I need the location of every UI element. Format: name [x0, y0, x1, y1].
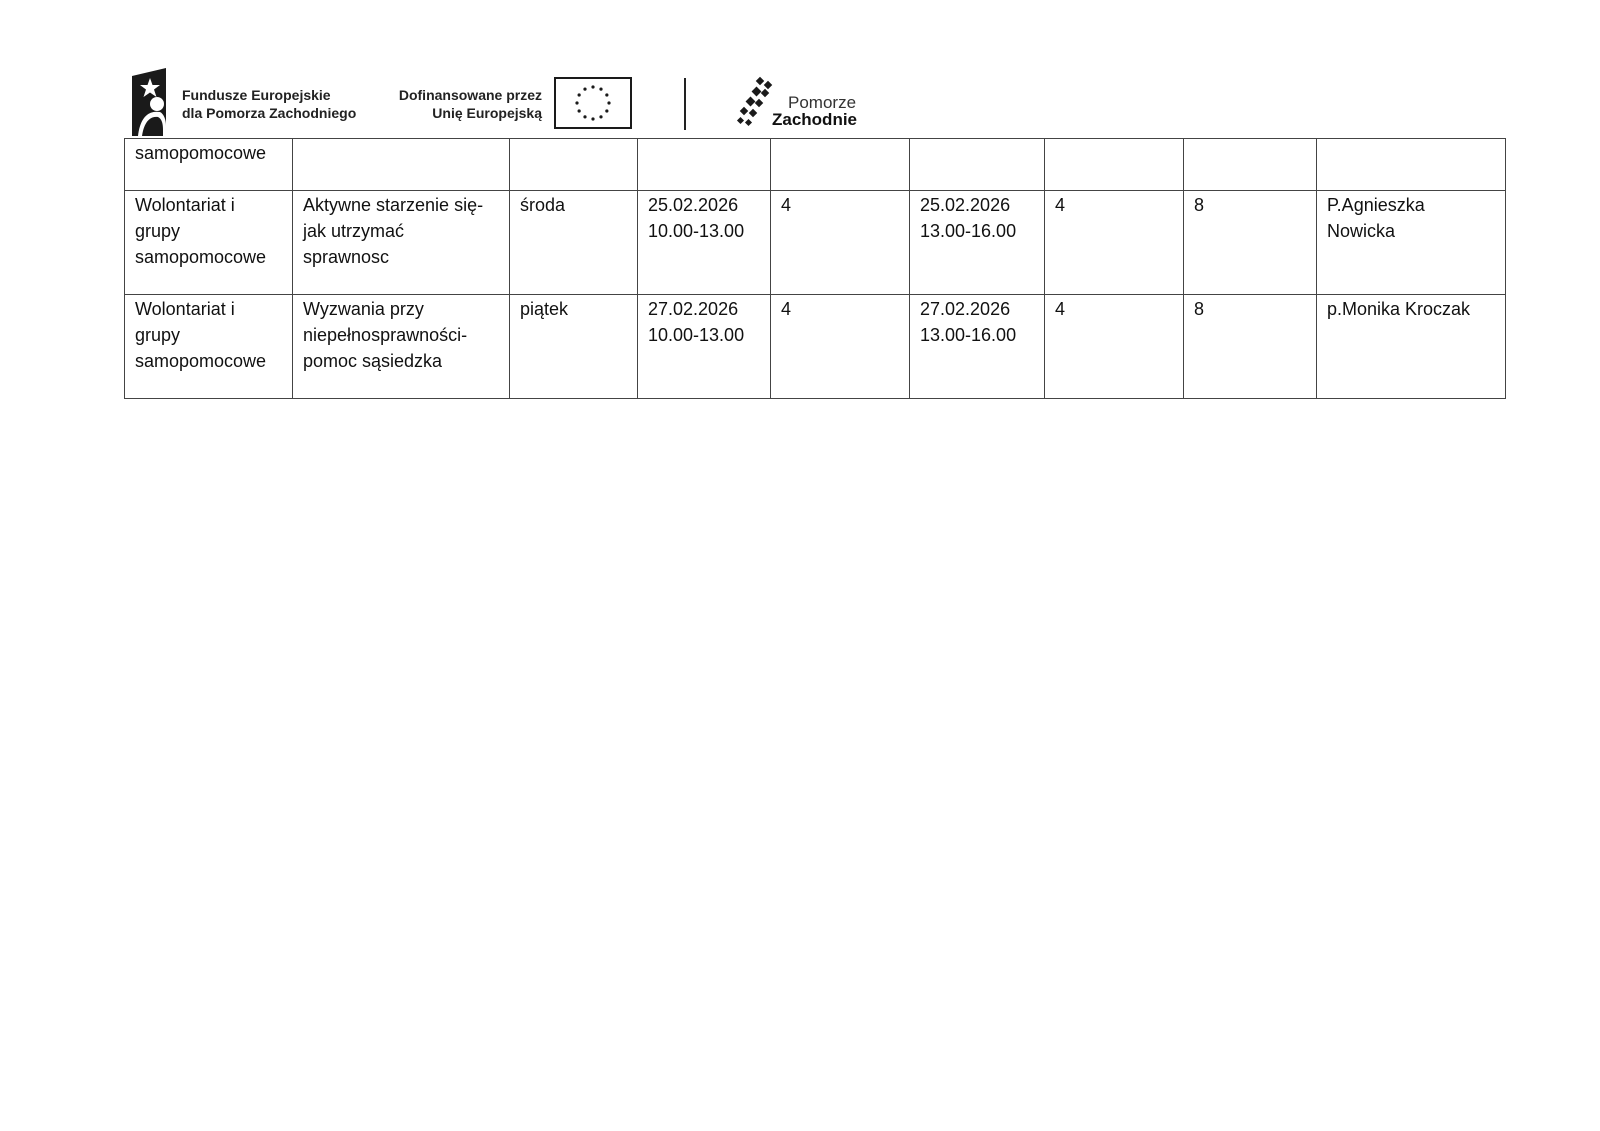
table-cell: piątek: [510, 295, 638, 399]
eu-star-icon: [583, 88, 586, 91]
table-cell: p.Monika Kroczak: [1317, 295, 1506, 399]
table-cell: [910, 139, 1045, 191]
eu-star-icon: [591, 85, 594, 88]
pomorze-zachodnie-line2: Zachodnie: [772, 110, 858, 129]
table-cell: Wolontariat i grupy samopomocowe: [125, 191, 293, 295]
document-header: [130, 64, 870, 138]
cofinanced-line2: Unię Europejską: [432, 105, 542, 121]
table-cell: Wyzwania przy niepełnosprawności- pomoc sąsiedzka: [293, 295, 510, 399]
table-cell: [293, 139, 510, 191]
cofinanced-text: [392, 86, 542, 122]
eu-star-icon: [583, 115, 586, 118]
eu-flag-icon: [554, 77, 632, 129]
table-cell: [510, 139, 638, 191]
table-cell: środa: [510, 191, 638, 295]
table-cell: P.Agnieszka Nowicka: [1317, 191, 1506, 295]
eu-star-icon: [591, 117, 594, 120]
eu-star-icon: [599, 88, 602, 91]
pomorze-zachodnie-text: [772, 94, 857, 128]
table-cell: 25.02.2026 13.00-16.00: [910, 191, 1045, 295]
schedule-table: [124, 138, 1506, 399]
table-cell: 4: [771, 191, 910, 295]
eu-star-icon: [578, 109, 581, 112]
table-cell: samopomocowe: [125, 139, 293, 191]
table-cell: [1184, 139, 1317, 191]
table-cell: [771, 139, 910, 191]
funds-star-figure-icon: [130, 68, 170, 136]
eu-star-icon: [605, 109, 608, 112]
table-cell: 8: [1184, 295, 1317, 399]
table-cell: 27.02.2026 10.00-13.00: [638, 295, 771, 399]
funds-logo-line2: dla Pomorza Zachodniego: [182, 105, 357, 121]
pomorze-zachodnie-line1: Pomorze: [788, 93, 857, 112]
table-cell: 27.02.2026 13.00-16.00: [910, 295, 1045, 399]
table-cell: 4: [1045, 295, 1184, 399]
pomorze-zachodnie-logo-icon: [735, 76, 775, 128]
eu-star-icon: [578, 93, 581, 96]
table-cell: 8: [1184, 191, 1317, 295]
eu-star-icon: [599, 115, 602, 118]
eu-star-icon: [607, 101, 610, 104]
table-cell: [638, 139, 771, 191]
table-cell: Aktywne starzenie się- jak utrzymać sprawnosc: [293, 191, 510, 295]
cofinanced-line1: Dofinansowane przez: [398, 87, 542, 103]
table-cell: 4: [1045, 191, 1184, 295]
header-divider: [684, 78, 686, 130]
table-row: [125, 191, 1506, 295]
eu-star-icon: [575, 101, 578, 104]
table-cell: Wolontariat i grupy samopomocowe: [125, 295, 293, 399]
table-cell: 25.02.2026 10.00-13.00: [638, 191, 771, 295]
table-cell: [1045, 139, 1184, 191]
table-cell: 4: [771, 295, 910, 399]
funds-logo-line1: Fundusze Europejskie: [182, 87, 331, 103]
funds-logo-text: [182, 86, 356, 122]
eu-star-icon: [605, 93, 608, 96]
table-row: [125, 139, 1506, 191]
table-cell: [1317, 139, 1506, 191]
table-row: [125, 295, 1506, 399]
